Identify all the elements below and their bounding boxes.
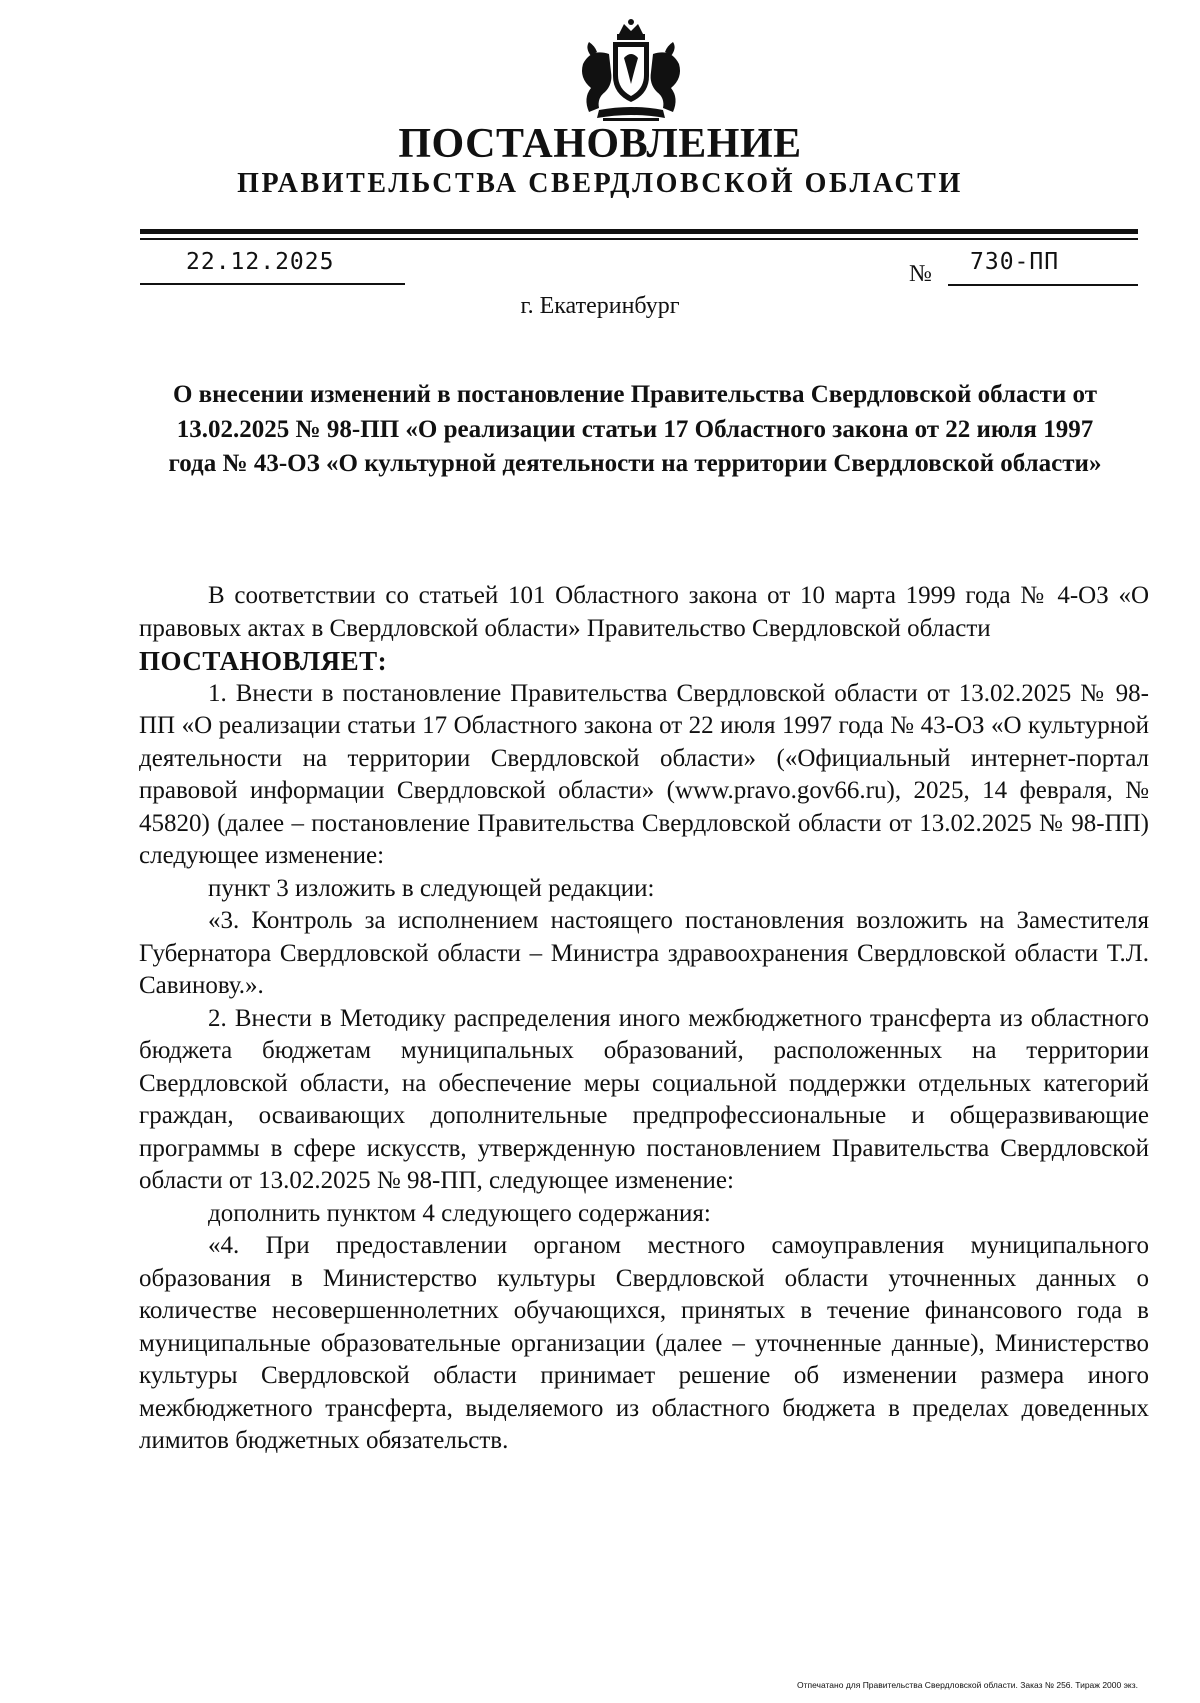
header-divider-thin (140, 238, 1138, 240)
paragraph-2-instruction: дополнить пунктом 4 следующего содержания: (208, 1199, 711, 1227)
print-footer: Отпечатано для Правительства Свердловской области. Заказ № 256. Тираж 2000 экз. (796, 1680, 1138, 1690)
issuer-subtitle: ПРАВИТЕЛЬСТВА СВЕРДЛОВСКОЙ ОБЛАСТИ (237, 168, 963, 199)
coat-of-arms-icon (569, 18, 693, 126)
paragraph-1-new-text: «3. Контроль за исполнением настоящего постановления возложить на Заместителя Губернатора Свердловской области – Министра здравоохранения Свердловской области Т.Л. Савинову.». (139, 907, 1149, 999)
paragraph-1-instruction: пункт 3 изложить в следующей редакции: (208, 874, 655, 902)
number-sign: № (909, 261, 932, 287)
intro-paragraph: В соответствии со статьей 101 Областного закона от 10 марта 1999 года № 4-ОЗ «О правовых актах в Свердловской области» Правительство Свердловской области (139, 582, 1149, 642)
header-divider-thick (140, 229, 1138, 234)
document-heading: О внесении изменений в постановление Правительства Свердловской области от 13.02.2025 № 98-ПП «О реализации статьи 17 Областного закона от 22 июля 1997 года № 43-ОЗ «О культурной деятельности на территории Свердловской области» (168, 381, 1102, 477)
issue-city: г. Екатеринбург (520, 293, 680, 319)
document-body (139, 580, 1149, 1458)
paragraph-2-new-text: «4. При предоставлении органом местного самоуправления муниципального образования в Министерство культуры Свердловской области уточненных данных о количестве несовершеннолетних обучающихся, принятых в течение финансового года в муниципальные образовательные организации (далее – уточненные данные), Министерство культуры Свердловской области принимает решение об изменении размера иного межбюджетного трансферта, выделяемого из областного бюджета в пределах доведенных лимитов бюджетных обязательств. (139, 1232, 1149, 1454)
number-underline (948, 284, 1138, 286)
document-date: 22.12.2025 (186, 249, 335, 275)
resolves-heading: ПОСТАНОВЛЯЕТ: (139, 646, 388, 676)
date-underline (140, 283, 405, 285)
paragraph-2: 2. Внести в Методику распределения иного межбюджетного трансферта из областного бюджета бюджетам муниципальных образований, расположенных на территории Свердловской области, на обеспечение меры социальной поддержки отдельных категорий граждан, осваивающих дополнительные предпрофессиональные и общеразвивающие программы в сфере искусств, утвержденную постановлением Правительства Свердловской области от 13.02.2025 № 98-ПП, следующее изменение: (139, 1004, 1149, 1194)
paragraph-1: 1. Внести в постановление Правительства Свердловской области от 13.02.2025 № 98-ПП «О реализации статьи 17 Областного закона от 22 июля 1997 года № 43-ОЗ «О культурной деятельности на территории Свердловской области» («Официальный интернет-портал правовой информации Свердловской области» (www.pravo.gov66.ru), 2025, 14 февраля, № 45820) (далее – постановление Правительства Свердловской области от 13.02.2025 № 98-ПП) следующее изменение: (139, 679, 1149, 869)
document-type-title: ПОСТАНОВЛЕНИЕ (398, 121, 802, 167)
document-number: 730-ПП (970, 249, 1060, 275)
